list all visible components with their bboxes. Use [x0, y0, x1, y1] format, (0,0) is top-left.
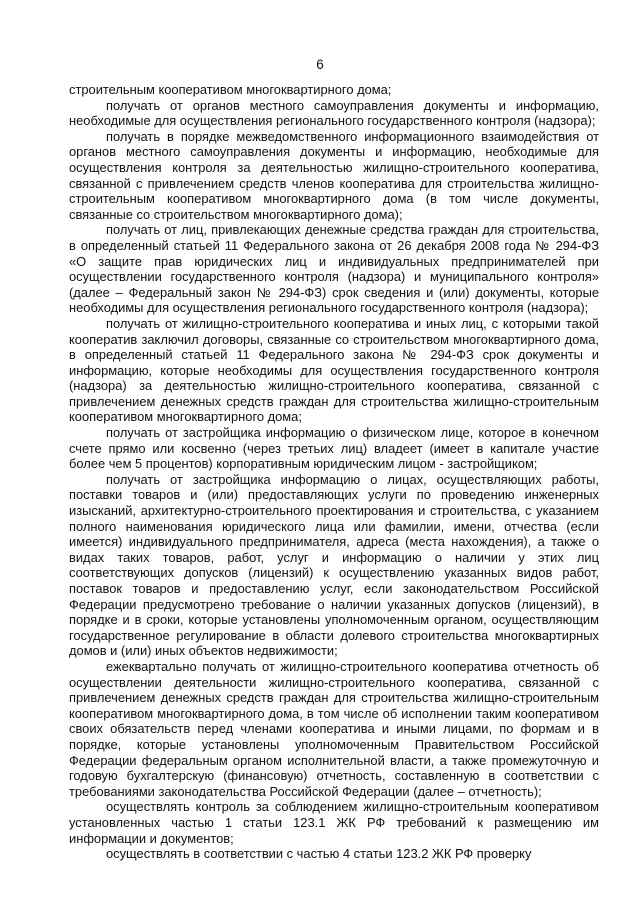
paragraph: ежеквартально получать от жилищно-строительного кооператива отчетность об осуществлении деятельности жилищно-строительного кооператива, связанной с привлечением денежных средств граждан для строительства жилищно-строительным кооперативом многоквартирного дома, в том числе об исполнении таким кооперативом своих обязательств перед членами кооператива и иными лицами, по формам и в порядке, которые установлены уполномоченным Правительством Российской Федерации федеральным органом исполнительной власти, а также промежуточную и годовую бухгалтерскую (финансовую) отчетность, составленную в соответствии с требованиями законодательства Российской Федерации (далее – отчетность); [69, 658, 599, 799]
page-number: 6 [316, 57, 324, 72]
paragraph: получать от жилищно-строительного кооператива и иных лиц, с которыми такой кооператив заключил договоры, связанные со строительством многоквартирного дома, в определенный статьей 11 Федерального закона № 294-ФЗ срок документы и информацию, которые необходимы для осуществления государственного контроля (надзора) за деятельностью жилищно-строительного кооператива, связанной с привлечением денежных средств граждан для строительства жилищно-строительным кооперативом многоквартирного дома; [69, 315, 599, 425]
paragraph: осуществлять в соответствии с частью 4 статьи 123.2 ЖК РФ проверку [106, 846, 532, 862]
paragraph: получать от застройщика информацию о физическом лице, которое в конечном счете прямо или косвенно (через третьих лиц) владеет (имеет в капитале участие более чем 5 процентов) корпоративным юридическим лицом - застройщиком; [69, 425, 599, 472]
paragraph: получать в порядке межведомственного информационного взаимодействия от органов местного самоуправления документы и информацию, необходимые для осуществления контроля за деятельностью жилищно-строительного кооператива, связанной с привлечением средств членов кооператива для строительства жилищно-строительным кооперативом многоквартирного дома (в том числе документы, связанные со строительством многоквартирного дома); [69, 128, 599, 222]
paragraph: получать от лиц, привлекающих денежные средства граждан для строительства, в определенный статьей 11 Федерального закона от 26 декабря 2008 года № 294-ФЗ «О защите прав юридических лиц и индивидуальных предпринимателей при осуществлении государственного контроля (надзора) и муниципального контроля» (далее – Федеральный закон № 294-ФЗ) срок сведения и (или) документы, которые необходимы для осуществления регионального государственного контроля (надзора); [69, 222, 599, 316]
paragraph: получать от застройщика информацию о лицах, осуществляющих работы, поставки товаров и (или) предоставляющих услуги по проведению инженерных изысканий, архитектурно-строительного проектирования и строительства, с указанием полного наименования юридического лица или фамилии, имени, отчества (если имеется) индивидуального предпринимателя, адреса (места нахождения), а также о видах таких товаров, работ, услуг и информацию о наличии у этих лиц соответствующих допусков (лицензий) к осуществлению указанных видов работ, поставок товаров и предоставлению услуг, если законодательством Российской Федерации предусмотрено требование о наличии указанных допусков (лицензий), в порядке и в сроки, которые установлены уполномоченным органом, осуществляющим государственное регулирование в области долевого строительства многоквартирных домов и (или) иных объектов недвижимости; [69, 471, 599, 659]
paragraph: строительным кооперативом многоквартирного дома; [69, 82, 392, 97]
paragraph: осуществлять контроль за соблюдением жилищно-строительным кооперативом установленных частью 1 статьи 123.1 ЖК РФ требований к размещению им информации и документов; [69, 799, 599, 846]
paragraph: получать от органов местного самоуправления документы и информацию, необходимые для осуществления регионального государственного контроля (надзора); [69, 97, 599, 129]
body-text [69, 82, 599, 862]
